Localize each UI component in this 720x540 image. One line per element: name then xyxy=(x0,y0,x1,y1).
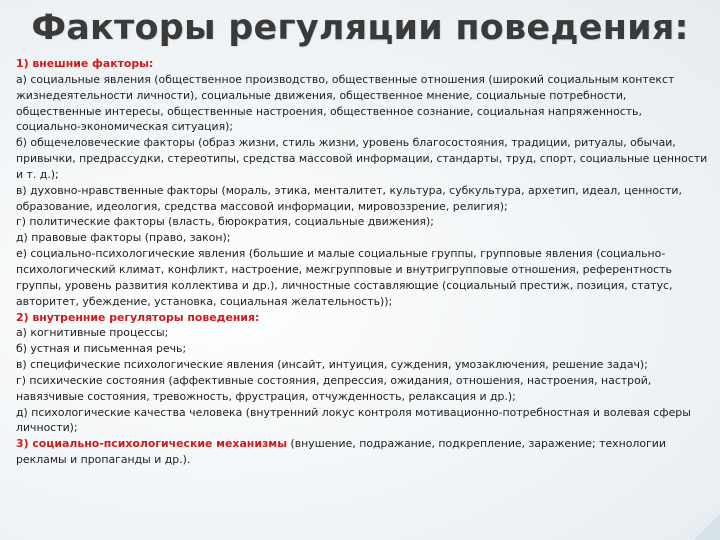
external-item-d: д) правовые факторы (право, закон); xyxy=(16,231,231,245)
internal-regulators-heading: 2) внутренние регуляторы поведения: xyxy=(16,310,260,324)
internal-item-g: г) психические состояния (аффективные состояния, депрессия, ожидания, отношения, настроения, настрой, навязчивые состояния, тревожность, фрустрация, отчужденность, релаксация и др.); xyxy=(16,373,652,403)
external-item-v: в) духовно-нравственные факторы (мораль, этика, менталитет, культура, субкультура, архетип, идеал, ценности, образование, идеология, средства массовой информации, мировоззрение, религия); xyxy=(16,183,682,213)
slide-body xyxy=(16,56,708,468)
mechanisms-text: (внушение, подражание, подкрепление, заражение; технологии рекламы и пропаганды и др.). xyxy=(16,437,666,467)
external-item-b: б) общечеловеческие факторы (образ жизни, стиль жизни, уровень благосостояния, традиции, ритуалы, обычаи, привычки, предрассудки, стереотипы, средства массовой информации, стандарты, труд, спорт, социальные ценности и т. д.); xyxy=(16,136,708,181)
internal-item-v: в) специфические психологические явления (инсайт, интуиция, суждения, умозаключения, решение задач); xyxy=(16,358,648,372)
corner-decoration xyxy=(694,514,720,540)
internal-item-a: а) когнитивные процессы; xyxy=(16,326,169,340)
internal-item-d: д) психологические качества человека (внутренний локус контроля мотивационно-потребностная и волевая сферы личности); xyxy=(16,405,691,435)
mechanisms-heading: 3) социально-психологические механизмы xyxy=(16,437,288,451)
mechanisms-paragraph xyxy=(16,436,708,468)
slide-title: Факторы регуляции поведения: xyxy=(31,8,689,48)
external-item-a: а) социальные явления (общественное производство, общественные отношения (широкий социальным контекст жизнедеятельности личности), социальные движения, общественное мнение, социальные потребности, общественные интересы, общественные настроения, общественное сознание, социальная напряженность, социально-экономическая ситуация); xyxy=(16,72,675,134)
external-item-g: г) политические факторы (власть, бюрократия, социальные движения); xyxy=(16,215,434,229)
external-factors-heading: 1) внешние факторы: xyxy=(16,57,154,70)
internal-item-b: б) устная и письменная речь; xyxy=(16,342,187,356)
external-item-e: е) социально-психологические явления (большие и малые социальные группы, групповые явления (социально-психологический климат, конфликт, настроение, межгрупповые и внутригрупповые отношения, референтность группы, уровень развития коллектива и др.), личностные составляющие (социальный престиж, позиция, статус, авторитет, убеждение, установка, социальная желательность)); xyxy=(16,247,673,308)
